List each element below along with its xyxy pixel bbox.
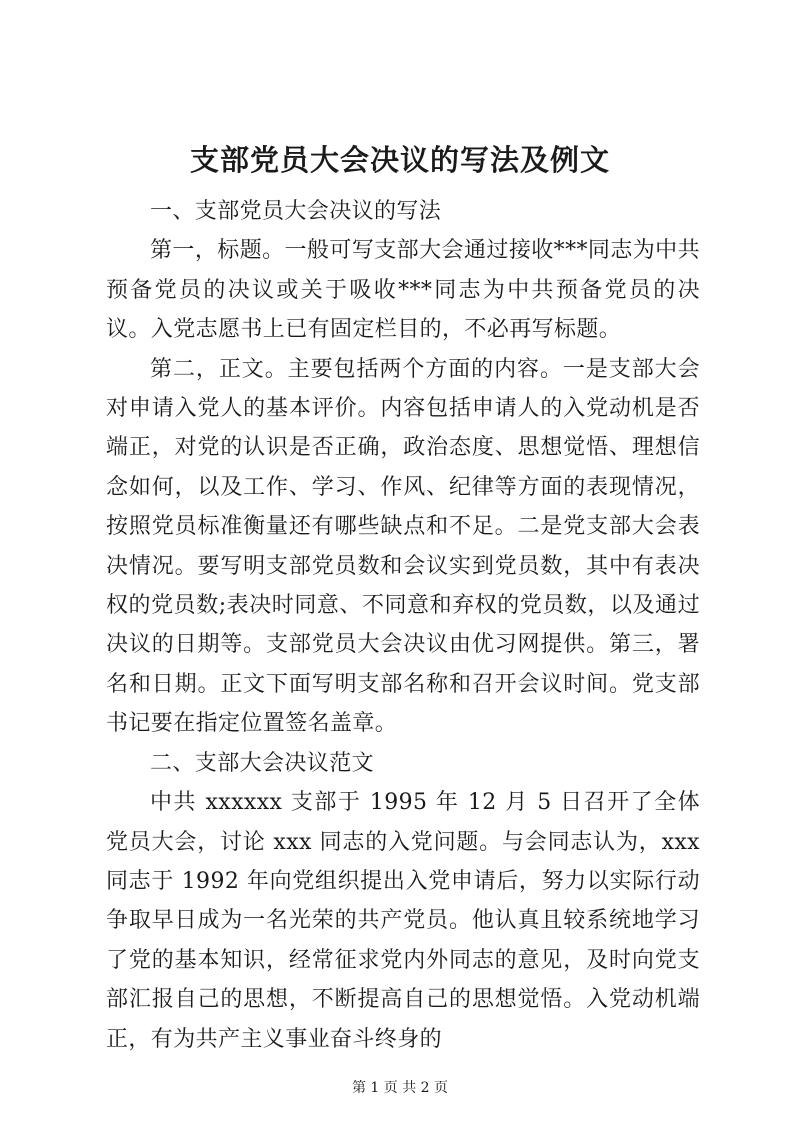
paragraph-body-rules: 第二，正文。主要包括两个方面的内容。一是支部大会对申请入党人的基本评价。内容包括申请人的入党动机是否端正，对党的认识是否正确，政治态度、思想觉悟、理想信念如何，以及工作、学习、作风、纪律等方面的表现情况，按照党员标准衡量还有哪些缺点和不足。二是党支部大会表决情况。要写明支部党员数和会议实到党员数，其中有表决权的党员数;表决时同意、不同意和弃权的党员数，以及通过决议的日期等。支部党员大会决议由优习网提供。第三，署名和日期。正文下面写明支部名称和召开会议时间。党支部书记要在指定位置签名盖章。 <box>106 356 700 737</box>
section-heading-2: 二、支部大会决议范文 <box>150 750 375 776</box>
document-body <box>106 192 700 1059</box>
document-title: 支部党员大会决议的写法及例文 <box>189 143 610 177</box>
page-footer: 第 1 页 共 2 页 <box>351 1080 449 1096</box>
paragraph-title-rules: 第一，标题。一般可写支部大会通过接收***同志为中共预备党员的决议或关于吸收***同志为中共预备党员的决议。入党志愿书上已有固定栏目的，不必再写标题。 <box>106 238 700 343</box>
section-heading-1: 一、支部党员大会决议的写法 <box>150 199 442 224</box>
paragraph-sample-text: 中共 xxxxxx 支部于 1995 年 12 月 5 日召开了全体党员大会，讨论 xxx 同志的入党问题。与会同志认为，xxx 同志于 1992 年向党组织提出入党申请后，努力以实际行动争取早日成为一名光荣的共产党员。他认真且较系统地学习了党的基本知识，经常征求党内外同志的意见，及时向党支部汇报自己的思想，不断提高自己的思想觉悟。入党动机端正，有为共产主义事业奋斗终身的 <box>106 790 700 1052</box>
